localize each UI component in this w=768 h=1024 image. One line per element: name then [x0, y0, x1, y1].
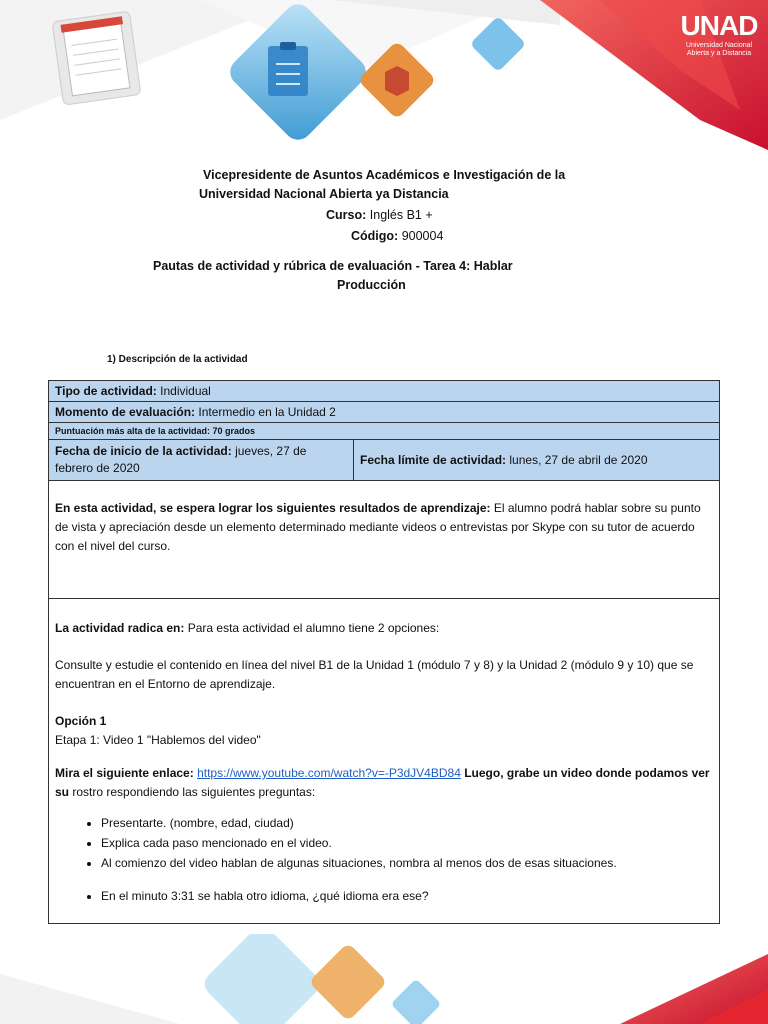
table-row — [49, 599, 720, 924]
option-title: Opción 1 — [55, 714, 107, 728]
activity-type-cell — [49, 381, 720, 402]
activity-consists-label: La actividad radica en: — [55, 621, 185, 635]
course-label: Curso: — [326, 208, 367, 222]
logo-wordmark: UNAD — [680, 10, 758, 41]
learning-outcomes-text: El alumno podrá hablar sobre su punto de vista y apreciación desde un elemento determinado mediante videos o entrevistas por Skype con su tutor de acuerdo con el nivel del curso. — [55, 501, 701, 553]
learning-outcomes-label: En esta actividad, se espera lograr los siguientes resultados de aprendizaje: — [55, 501, 491, 515]
questions-list-extra — [55, 887, 713, 906]
evaluation-moment-value: Intermedio en la Unidad 2 — [198, 405, 336, 419]
start-date-label: Fecha de inicio de la actividad: — [55, 444, 232, 458]
activity-consists-paragraph — [55, 619, 713, 638]
course-value: Inglés B1 + — [369, 208, 433, 222]
watch-link-paragraph — [55, 764, 713, 802]
activity-details-cell — [49, 599, 720, 924]
code-value: 900004 — [401, 229, 444, 243]
evaluation-moment-label: Momento de evaluación: — [55, 405, 196, 419]
header-banner-graphic — [0, 0, 768, 170]
activity-consists-text: Para esta actividad el alumno tiene 2 opciones: — [187, 621, 440, 635]
table-row — [49, 481, 720, 599]
unad-logo — [676, 10, 762, 58]
start-date-cell — [49, 440, 354, 481]
youtube-link[interactable]: https://www.youtube.com/watch?v=-P3dJV4BD84 — [197, 766, 461, 780]
start-date-value: jueves, 27 de febrero de 2020 — [55, 444, 307, 475]
logo-subtitle-1: Universidad Nacional — [685, 42, 753, 49]
stage-text: Etapa 1: Video 1 "Hablemos del video" — [55, 733, 261, 747]
course-line — [326, 208, 433, 222]
activity-type-label: Tipo de actividad: — [55, 384, 157, 398]
watch-link-label: Mira el siguiente enlace: — [55, 766, 194, 780]
code-label: Código: — [351, 229, 399, 243]
list-item: • Presentarte. (nombre, edad, ciudad) — [101, 814, 713, 833]
activity-table — [48, 380, 720, 924]
header-line-1: Vicepresidente de Asuntos Académicos e Investigación de la — [203, 168, 566, 182]
guidelines-title: Pautas de actividad y rúbrica de evaluación - Tarea 4: Hablar — [153, 259, 513, 273]
activity-type-value: Individual — [160, 384, 211, 398]
table-row — [49, 440, 720, 481]
production-title: Producción — [337, 278, 406, 292]
footer-banner-graphic — [0, 934, 768, 1024]
list-item: • Explica cada paso mencionado en el video. — [101, 834, 713, 853]
watch-link-after: Luego, grabe un video donde podamos ver su — [55, 766, 710, 799]
due-date-value: lunes, 27 de abril de 2020 — [509, 453, 648, 467]
logo-subtitle-2: Abierta y a Distancia — [686, 50, 752, 57]
table-row — [49, 402, 720, 423]
due-date-cell — [354, 440, 720, 481]
list-item: • Al comienzo del video hablan de algunas situaciones, nombra al menos dos de esas situaciones. — [101, 854, 713, 873]
learning-outcomes-cell — [49, 481, 720, 599]
table-row — [49, 423, 720, 440]
code-line — [351, 229, 443, 243]
section-title: 1) Descripción de la actividad — [107, 354, 248, 365]
consult-paragraph: Consulte y estudie el contenido en línea del nivel B1 de la Unidad 1 (módulo 7 y 8) y la Unidad 2 (módulo 9 y 10) que se encuentran en el Entorno de aprendizaje. — [55, 658, 694, 691]
evaluation-moment-cell — [49, 402, 720, 423]
table-row — [49, 381, 720, 402]
watch-link-rest: rostro respondiendo las siguientes preguntas: — [72, 785, 316, 799]
due-date-label: Fecha límite de actividad: — [360, 453, 507, 467]
max-score-cell: Puntuación más alta de la actividad: 70 grados — [49, 423, 720, 440]
questions-list — [55, 814, 713, 873]
header-line-2: Universidad Nacional Abierta ya Distancia — [199, 187, 449, 201]
list-item: • En el minuto 3:31 se habla otro idioma, ¿qué idioma era ese? — [101, 887, 713, 906]
